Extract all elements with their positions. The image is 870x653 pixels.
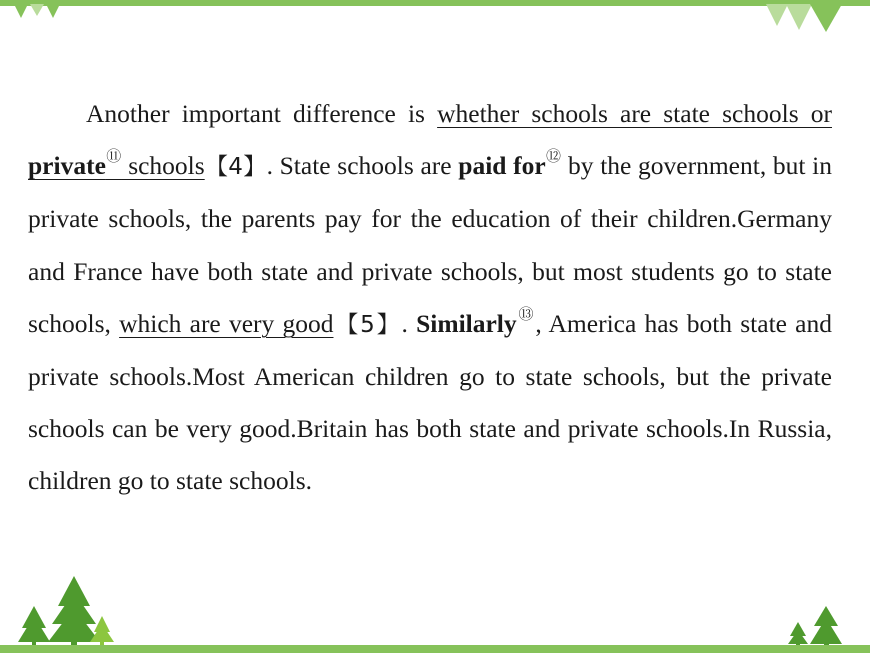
pine-trees-icon [786, 606, 846, 648]
pine-trees-icon [14, 572, 114, 648]
note-marker-12: ⑫ [545, 149, 562, 166]
blank-marker-4: 【4】 [204, 154, 267, 181]
passage-paragraph [28, 88, 832, 508]
triangle-bunting-icon [766, 4, 846, 34]
triangle-bunting-icon [14, 4, 62, 20]
passage-text: , America has both state and private schools.Most American children go to state schools, but the private schools can be very good.Britain has both state and private schools.In Russia, children go to state schools. [28, 308, 833, 496]
passage [28, 88, 832, 508]
passage-text: Another important difference is [86, 99, 438, 128]
note-marker-11: ⑪ [105, 149, 122, 166]
passage-text: by the government, but in private schools, the parents pay for the education of their children.Germany and France have both state and private schools, but most students go to state schools, [28, 151, 832, 338]
underlined-text: schools [121, 151, 205, 181]
keyword-private: private [28, 151, 106, 181]
passage-text: . [401, 308, 417, 338]
underlined-phrase-2: which are very good [119, 308, 334, 338]
top-accent-bar [0, 0, 870, 6]
note-marker-13: ⑬ [516, 306, 536, 323]
bottom-accent-bar [0, 645, 870, 653]
keyword-paid-for: paid for [458, 151, 546, 181]
blank-marker-5: 【5】 [333, 311, 402, 338]
keyword-similarly: Similarly [416, 308, 517, 338]
underlined-text: whether schools are state schools or [437, 99, 832, 128]
passage-text: . State schools are [266, 151, 459, 181]
